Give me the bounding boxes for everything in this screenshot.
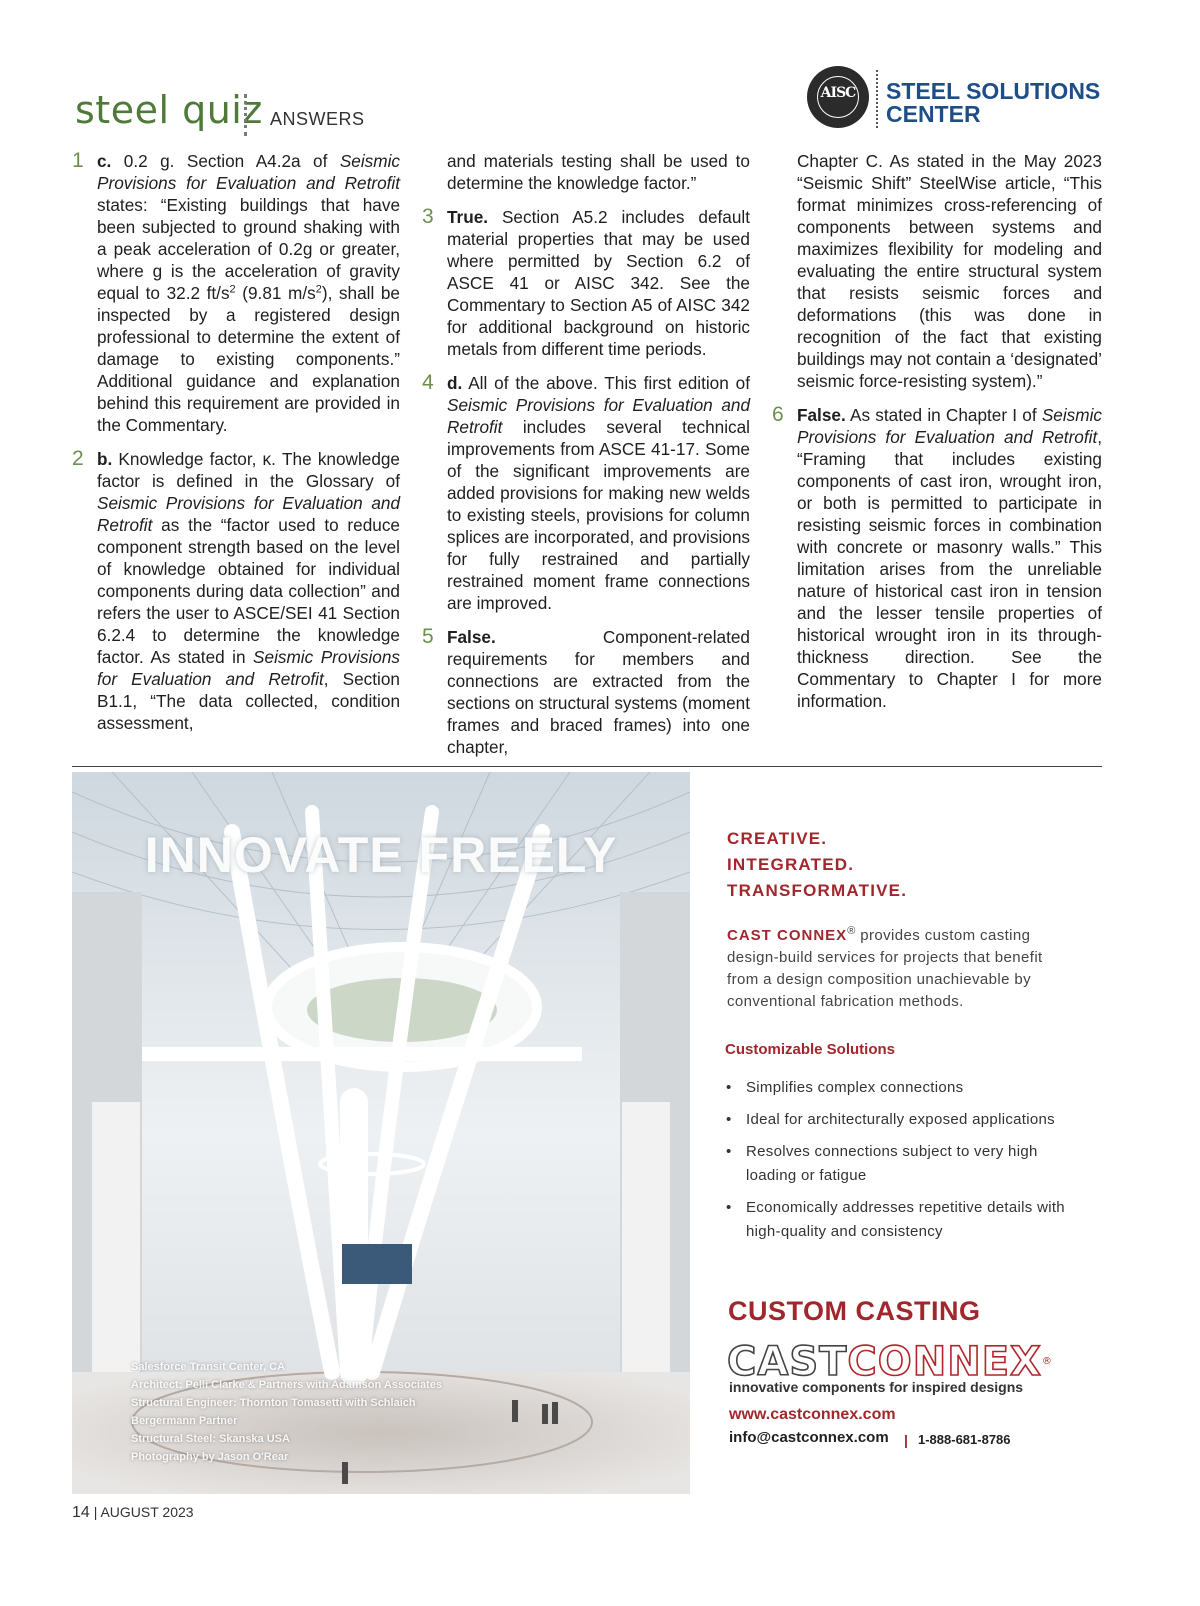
ad-body-text xyxy=(727,925,1077,1013)
answer-text xyxy=(97,448,400,734)
answer-key: False. xyxy=(797,405,846,425)
section-subtitle: ANSWERS xyxy=(270,109,365,129)
answer-text-segment: Chapter C. As stated in the May 2023 “Seismic Shift” SteelWise article, “This format minimizes cross-referencing of components between systems and maximizes flexibility for modeling and evaluating the entire structural system that resists seismic forces and deformations (this was done in recognition of the fact that existing buildings may not contain a ‘designated’ seismic force-resisting system).” xyxy=(797,151,1102,391)
answer-3 xyxy=(422,206,750,360)
answer-text-segment: states: “Existing buildings that have been subjected to ground shaking with a peak acceleration of 0.2g or greater, where g is the acceleration of gravity equal to 32.2 ft/s xyxy=(97,195,400,303)
answer-text xyxy=(447,150,750,194)
bullet-icon: • xyxy=(726,1111,732,1128)
answer-text-segment: ), shall be inspected by a registered design professional to determine the extent of damage to existing components.” Additional guidance and explanation behind this requirement are provided in the Commentary. xyxy=(97,283,400,435)
page-number: 14 xyxy=(72,1504,90,1521)
answers-column-2 xyxy=(422,150,750,770)
answer-key: d. xyxy=(447,373,463,393)
castconnex-logo: CASTCONNEX® xyxy=(727,1339,1053,1385)
list-item: • Economically addresses repetitive details with high-quality and consistency xyxy=(720,1196,1080,1244)
answer-text xyxy=(447,626,750,758)
answer-text xyxy=(97,150,400,436)
credit-line: Structural Steel: Skanska USA xyxy=(131,1433,290,1445)
answer-text xyxy=(797,150,1102,392)
email-link[interactable]: info@castconnex.com xyxy=(729,1429,889,1446)
answer-text-segment: 0.2 g. Section A4.2a of xyxy=(111,151,340,171)
answer-5-continued xyxy=(772,150,1102,392)
answer-5 xyxy=(422,626,750,758)
answer-text-segment: includes several technical improvements from ASCE 41-17. Some of the significant improvements are added provisions for making new welds to existing steels, provisions for column splices are incorporated, and provisions for fully restrained and partially restrained moment frame connections are improved. xyxy=(447,417,750,613)
ad-description: provides custom casting design-build services for projects that benefit from a design composition unachievable by conventional fabrication methods. xyxy=(727,927,1043,1010)
contact-divider: | xyxy=(904,1432,908,1448)
publication-title: Seismic Provisions for Evaluation and Retrofit xyxy=(97,151,400,193)
answer-2-continued xyxy=(422,150,750,194)
list-item: • Resolves connections subject to very high loading or fatigue xyxy=(720,1140,1080,1188)
ad-headline: INNOVATE FREELY xyxy=(144,827,618,883)
answer-key: False. xyxy=(447,627,496,647)
answer-number: 2 xyxy=(72,447,84,470)
section-divider xyxy=(72,766,1102,767)
answer-text-segment: As stated in Chapter I of xyxy=(845,405,1042,425)
answer-key: c. xyxy=(97,151,112,171)
publication-title: Seismic Provisions for Evaluation and Retrofit xyxy=(97,647,400,689)
answer-number: 6 xyxy=(772,403,784,426)
ad-tagline: CREATIVE. INTEGRATED. TRANSFORMATIVE. xyxy=(727,829,908,900)
solutions-list xyxy=(720,1076,1080,1252)
answer-2 xyxy=(72,448,400,734)
answer-text-segment: , “Framing that includes existing components of cast iron, wrought iron, or both is permitted to participate in resisting seismic forces in combination with concrete or masonry walls.” This limitation arises from the unreliable nature of historical cast iron in tension and the lesser tensile properties of historical wrought iron in its through-thickness direction. See the Commentary to Chapter I for more information. xyxy=(797,427,1102,711)
credit-line: Structural Engineer: Thornton Tomasetti with Schlaich xyxy=(131,1397,416,1409)
answer-text-segment: , Section B1.1, “The data collected, condition assessment, xyxy=(97,669,400,733)
list-item: • Simplifies complex connections xyxy=(720,1076,1080,1100)
list-item: • Ideal for architecturally exposed applications xyxy=(720,1108,1080,1132)
answer-text xyxy=(797,404,1102,712)
answers-column-3 xyxy=(772,150,1102,724)
answer-key: b. xyxy=(97,449,113,469)
photo-credits xyxy=(131,1358,442,1466)
bullet-icon: • xyxy=(726,1199,732,1216)
steel-solutions-center-name: STEEL SOLUTIONS CENTER xyxy=(886,78,1101,127)
answer-text-segment: 2 xyxy=(315,283,322,296)
answer-text-segment: Section A5.2 includes default material properties that may be used where permitted by Section 6.2 of ASCE 41 or AISC 342. See the Commentary to Section A5 of AISC 342 for additional background on historic metals from different time periods. xyxy=(447,207,750,359)
aisc-seal-logo: AISC xyxy=(807,66,869,128)
phone-number: 1-888-681-8786 xyxy=(918,1432,1011,1447)
answer-key: True. xyxy=(447,207,489,227)
answer-6 xyxy=(772,404,1102,712)
answer-number: 1 xyxy=(72,149,84,172)
page-footer xyxy=(72,1504,194,1522)
answer-text xyxy=(447,372,750,614)
publication-title: Seismic Provisions for Evaluation and Retrofit xyxy=(447,395,750,437)
answer-text-segment: 2 xyxy=(229,283,236,296)
logo-divider xyxy=(876,70,878,128)
publication-title: Seismic Provisions for Evaluation and Retrofit xyxy=(797,405,1102,447)
credit-line: Photography by Jason O'Rear xyxy=(131,1451,289,1463)
answer-text-segment: (9.81 m/s xyxy=(235,283,316,303)
brand-name: CAST CONNEX xyxy=(727,927,848,944)
answer-1 xyxy=(72,150,400,436)
answer-text-segment: as the “factor used to reduce component strength based on the level of knowledge obtained for individual components during data collection” and refers the user to ASCE/SEI 41 Section 6.2.4 to determine the knowledge factor. As stated in xyxy=(97,515,400,667)
answer-text-segment: All of the above. This first edition of xyxy=(462,373,750,393)
answer-text xyxy=(447,206,750,360)
credit-line: Salesforce Transit Center, CA xyxy=(131,1361,286,1373)
answer-number: 4 xyxy=(422,371,434,394)
brand-registered-mark: ® xyxy=(847,925,856,937)
answer-text-segment: and materials testing shall be used to determine the knowledge factor.” xyxy=(447,151,750,193)
section-title: steel quiz xyxy=(75,88,263,132)
publication-title: Seismic Provisions for Evaluation and Retrofit xyxy=(97,493,400,535)
solutions-heading: Customizable Solutions xyxy=(725,1041,896,1058)
header-divider xyxy=(244,94,247,136)
logo-tagline: innovative components for inspired designs xyxy=(729,1379,1024,1395)
credit-line: Architect: Pelli Clarke & Partners with Adamson Associates xyxy=(131,1379,442,1391)
custom-casting-heading: CUSTOM CASTING xyxy=(728,1296,981,1326)
issue-date: | AUGUST 2023 xyxy=(93,1504,194,1520)
answer-number: 5 xyxy=(422,625,434,648)
answer-number: 3 xyxy=(422,205,434,228)
answer-text-segment: Knowledge factor, κ. The knowledge factor is defined in the Glossary of xyxy=(97,449,400,491)
answers-column-1 xyxy=(72,150,400,746)
bullet-icon: • xyxy=(726,1079,732,1096)
answer-text-segment: Component-related requirements for members and connections are extracted from the sections on structural systems (moment frames and braced frames) into one chapter, xyxy=(447,627,750,757)
website-link[interactable]: www.castconnex.com xyxy=(729,1406,896,1423)
credit-line: Bergermann Partner xyxy=(131,1415,238,1427)
bullet-icon: • xyxy=(726,1143,732,1160)
answer-4 xyxy=(422,372,750,614)
